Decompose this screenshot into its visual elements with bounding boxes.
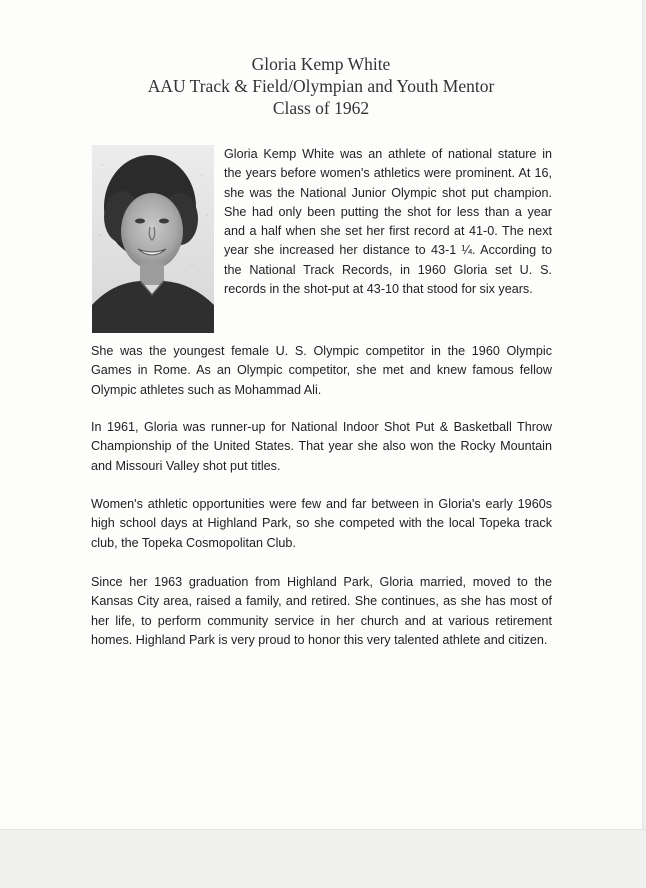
- paragraph-olympics: She was the youngest female U. S. Olympic competitor in the 1960 Olympic Games in Rome. As an Olympic competitor, she met and knew famous fellow Olympic athletes such as Mohammad Ali.: [91, 344, 552, 397]
- title-block: [0, 53, 642, 119]
- paragraph-later-life: Since her 1963 graduation from Highland Park, Gloria married, moved to the Kansas City area, raised a family, and retired. She continues, as she has most of her life, to perform community service in her church and at various retirement homes. Highland Park is very proud to honor this very talented athlete and citizen.: [91, 575, 552, 647]
- page-edge: [642, 0, 646, 888]
- honoree-name: Gloria Kemp White: [251, 54, 391, 74]
- paragraph-opportunities: Women's athletic opportunities were few and far between in Gloria's early 1960s high school days at Highland Park, so she competed with the local Topeka track club, the Topeka Cosmopolitan Club.: [91, 497, 552, 550]
- paragraph-intro: Gloria Kemp White was an athlete of national stature in the years before women's athletics were prominent. At 16, she was the National Junior Olympic shot put champion. She had only been putting the shot for less than a year and a half when she set her first record at 41-0. The next year she increased her distance to 43-1 ¼. According to the National Track Records, in 1960 Gloria set U. S. records in the shot-put at 43-10 that stood for six years.: [224, 147, 552, 297]
- class-year: Class of 1962: [272, 98, 370, 118]
- paragraph-1961: In 1961, Gloria was runner-up for National Indoor Shot Put & Basketball Throw Championship of the United States. That year she also won the Rocky Mountain and Missouri Valley shot put titles.: [91, 420, 552, 473]
- scanner-bottom-margin: [0, 829, 646, 888]
- portrait-illustration: [92, 145, 214, 333]
- portrait-photo: [92, 145, 214, 333]
- honoree-subtitle: AAU Track & Field/Olympian and Youth Mentor: [147, 76, 495, 96]
